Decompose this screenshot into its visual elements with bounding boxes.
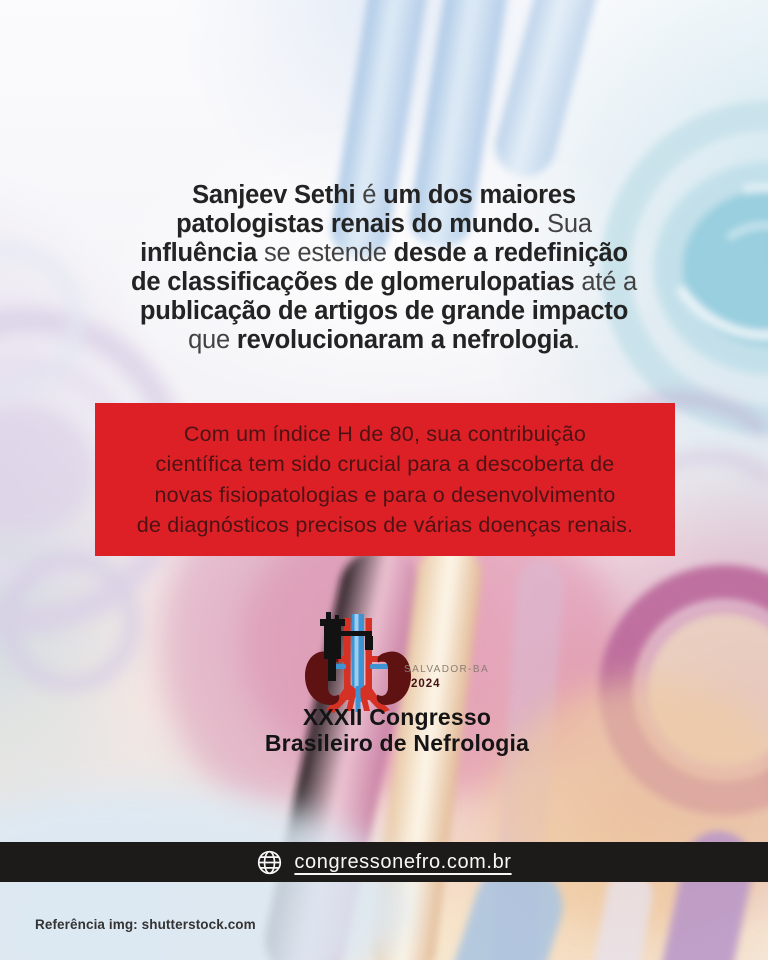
intro-line: patologistas renais do mundo. Sua [176,210,592,238]
intro-line: de classificações de glomerulopatias até a [130,268,638,296]
logo-year-label: 2024 [411,678,441,690]
highlight-line: Com um índice H de 80, sua contribuição [183,421,587,446]
intro-line: Sanjeev Sethi é um dos maiores [192,181,576,209]
intro-line: influência se estende desde a redefinição [140,239,628,267]
intro-paragraph [0,181,768,355]
congress-title-line1: XXXII Congresso [302,704,492,730]
intro-line: publicação de artigos de grande impacto [139,297,629,325]
logo-location-label: SALVADOR-BA [404,664,490,675]
h-index-highlight-box [95,403,675,556]
congress-title [0,705,768,756]
website-bar [0,842,768,882]
globe-icon [256,849,283,876]
highlight-line: de diagnósticos precisos de várias doenças renais. [136,513,634,537]
congress-title-line2: Brasileiro de Nefrologia [264,729,530,756]
intro-line: que revolucionaram a nefrologia. [188,326,580,354]
highlight-line: científica tem sido crucial para a descoberta de [155,452,615,476]
highlight-line: novas fisiopatologias e para o desenvolvimento [154,482,616,507]
image-credit: Referência img: shutterstock.com [35,917,256,932]
website-link[interactable]: congressonefro.com.br [294,850,512,873]
congress-logo [268,610,528,714]
